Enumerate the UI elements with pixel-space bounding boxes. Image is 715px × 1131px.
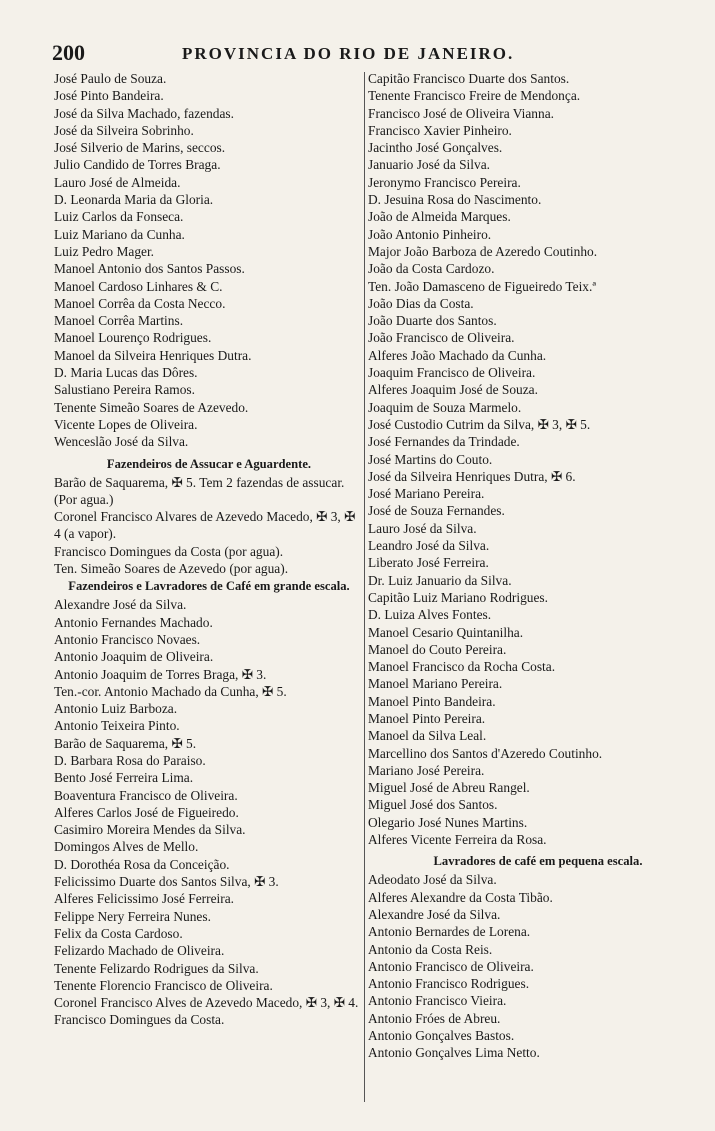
section-title-sugar-planters: Fazendeiros de Assucar e Aguardente. bbox=[106, 456, 312, 471]
list-entry: Luiz Mariano da Cunha. bbox=[54, 226, 185, 242]
list-entry: José da Silva Machado, fazendas. bbox=[54, 105, 234, 121]
list-entry: Leandro José da Silva. bbox=[368, 538, 490, 554]
list-entry: Adeodato José da Silva. bbox=[368, 872, 497, 888]
list-entry: Manoel Corrêa Martins. bbox=[54, 313, 184, 329]
list-entry: Felizardo Machado de Oliveira. bbox=[54, 943, 225, 959]
list-entry: Casimiro Moreira Mendes da Silva. bbox=[54, 822, 246, 838]
section-title-coffee-large: Fazendeiros e Lavradores de Café em grande escala. bbox=[68, 579, 350, 594]
list-entry: Luiz Pedro Mager. bbox=[54, 243, 155, 259]
list-entry: Domingos Alves de Mello. bbox=[54, 839, 199, 855]
list-entry: José Mariano Pereira. bbox=[368, 486, 485, 502]
list-entry: Jeronymo Francisco Pereira. bbox=[368, 174, 521, 190]
list-entry: Felippe Nery Ferreira Nunes. bbox=[54, 908, 211, 924]
list-entry: Barão de Saquarema, ✠ 5. Tem 2 fazendas de assucar. (Por agua.) bbox=[54, 474, 345, 507]
list-entry: José Custodio Cutrim da Silva, ✠ 3, ✠ 5. bbox=[368, 416, 591, 432]
list-entry: Januario José da Silva. bbox=[368, 157, 490, 173]
list-entry: Manoel da Silva Leal. bbox=[368, 728, 487, 744]
list-entry: Barão de Saquarema, ✠ 5. bbox=[54, 735, 197, 751]
list-entry: Major João Barboza de Azeredo Coutinho. bbox=[368, 243, 598, 259]
list-entry: Manoel Corrêa da Costa Necco. bbox=[54, 295, 226, 311]
list-entry: Miguel José dos Santos. bbox=[368, 797, 498, 813]
list-entry: Antonio Francisco Rodrigues. bbox=[368, 976, 530, 992]
list-entry: Manoel do Couto Pereira. bbox=[368, 641, 507, 657]
list-entry: Coronel Francisco Alvares de Azevedo Macedo, ✠ 3, ✠ 4 (a vapor). bbox=[54, 509, 356, 542]
list-entry: Jacintho José Gonçalves. bbox=[368, 140, 503, 156]
list-entry: José de Souza Fernandes. bbox=[368, 503, 505, 519]
left-list-sugar-planters bbox=[54, 474, 364, 578]
list-entry: D. Maria Lucas das Dôres. bbox=[54, 365, 198, 381]
list-entry: Antonio Francisco Vieira. bbox=[368, 993, 507, 1009]
list-entry: Antonio Fróes de Abreu. bbox=[368, 1010, 501, 1026]
list-entry: Alferes Vicente Ferreira da Rosa. bbox=[368, 832, 547, 848]
list-entry: João Dias da Costa. bbox=[368, 295, 474, 311]
list-entry: Ten. João Damasceno de Figueiredo Teix.ª bbox=[368, 278, 597, 294]
list-entry: Tenente Francisco Freire de Mendonça. bbox=[368, 88, 581, 104]
left-column bbox=[54, 70, 364, 1110]
list-entry: Antonio Bernardes de Lorena. bbox=[368, 924, 531, 940]
list-entry: Alferes Alexandre da Costa Tibão. bbox=[368, 889, 553, 905]
list-entry: Alexandre José da Silva. bbox=[54, 597, 187, 613]
list-entry: Tenente Simeão Soares de Azevedo. bbox=[54, 399, 249, 415]
list-entry: Manoel Pinto Bandeira. bbox=[368, 693, 496, 709]
right-list-coffee-large bbox=[368, 70, 708, 848]
left-list-coffee-large bbox=[54, 596, 364, 1028]
list-entry: Boaventura Francisco de Oliveira. bbox=[54, 787, 238, 803]
list-entry: Manoel Francisco da Rocha Costa. bbox=[368, 659, 556, 675]
list-entry: João Antonio Pinheiro. bbox=[368, 226, 492, 242]
list-entry: Antonio Francisco de Oliveira. bbox=[368, 958, 534, 974]
list-entry: Luiz Carlos da Fonseca. bbox=[54, 209, 184, 225]
list-entry: José Pinto Bandeira. bbox=[54, 88, 164, 104]
list-entry: José Martins do Couto. bbox=[368, 451, 493, 467]
list-entry: Antonio Joaquim de Oliveira. bbox=[54, 649, 214, 665]
list-entry: Manoel Mariano Pereira. bbox=[368, 676, 503, 692]
running-title: PROVINCIA DO RIO DE JANEIRO. bbox=[182, 44, 515, 63]
list-entry: Ten. Simeão Soares de Azevedo (por agua). bbox=[54, 561, 289, 577]
list-entry: Antonio Joaquim de Torres Braga, ✠ 3. bbox=[54, 666, 267, 682]
list-entry: Alferes Carlos José de Figueiredo. bbox=[54, 804, 239, 820]
list-entry: Julio Candido de Torres Braga. bbox=[54, 157, 221, 173]
right-column bbox=[368, 70, 708, 1110]
list-entry: Joaquim de Souza Marmelo. bbox=[368, 399, 522, 415]
list-entry: Manoel Antonio dos Santos Passos. bbox=[54, 261, 245, 277]
list-entry: Francisco Domingues da Costa (por agua). bbox=[54, 543, 284, 559]
list-entry: Tenente Florencio Francisco de Oliveira. bbox=[54, 977, 273, 993]
right-list-coffee-small bbox=[368, 871, 708, 1061]
list-entry: João de Almeida Marques. bbox=[368, 209, 511, 225]
list-entry: João Duarte dos Santos. bbox=[368, 313, 497, 329]
list-entry: Liberato José Ferreira. bbox=[368, 555, 489, 571]
list-entry: Salustiano Pereira Ramos. bbox=[54, 382, 195, 398]
list-entry: Ten.-cor. Antonio Machado da Cunha, ✠ 5. bbox=[54, 683, 287, 699]
list-entry: Alferes João Machado da Cunha. bbox=[368, 347, 547, 363]
list-entry: Manoel Lourenço Rodrigues. bbox=[54, 330, 212, 346]
list-entry: João Francisco de Oliveira. bbox=[368, 330, 515, 346]
list-entry: Coronel Francisco Alves de Azevedo Macedo, ✠ 3, ✠ 4. bbox=[54, 995, 359, 1011]
list-entry: José Silverio de Marins, seccos. bbox=[54, 140, 226, 156]
list-entry: Francisco Domingues da Costa. bbox=[54, 1012, 225, 1028]
list-entry: Felicissimo Duarte dos Santos Silva, ✠ 3. bbox=[54, 874, 279, 890]
list-entry: José Fernandes da Trindade. bbox=[368, 434, 520, 450]
list-entry: José Paulo de Souza. bbox=[54, 71, 167, 86]
list-entry: Antonio da Costa Reis. bbox=[368, 941, 493, 957]
list-entry: D. Jesuina Rosa do Nascimento. bbox=[368, 192, 542, 208]
list-entry: José da Silveira Henriques Dutra, ✠ 6. bbox=[368, 468, 576, 484]
list-entry: Mariano José Pereira. bbox=[368, 762, 485, 778]
list-entry: Francisco Xavier Pinheiro. bbox=[368, 122, 512, 138]
list-entry: Antonio Fernandes Machado. bbox=[54, 614, 213, 630]
list-entry: Antonio Gonçalves Bastos. bbox=[368, 1028, 515, 1044]
list-entry: D. Leonarda Maria da Gloria. bbox=[54, 192, 214, 208]
list-entry: Vicente Lopes de Oliveira. bbox=[54, 416, 198, 432]
list-entry: Lauro José de Almeida. bbox=[54, 174, 181, 190]
list-entry: Lauro José da Silva. bbox=[368, 520, 477, 536]
list-entry: Tenente Felizardo Rodrigues da Silva. bbox=[54, 960, 259, 976]
list-entry: Antonio Francisco Novaes. bbox=[54, 631, 201, 647]
list-entry: Antonio Luiz Barboza. bbox=[54, 701, 178, 717]
list-entry: Olegario José Nunes Martins. bbox=[368, 814, 528, 830]
list-entry: Manoel Cesario Quintanilha. bbox=[368, 624, 524, 640]
column-divider bbox=[364, 72, 365, 1102]
list-entry: Joaquim Francisco de Oliveira. bbox=[368, 365, 536, 381]
list-entry: Capitão Luiz Mariano Rodrigues. bbox=[368, 589, 548, 605]
list-entry: D. Barbara Rosa do Paraiso. bbox=[54, 752, 206, 768]
list-entry: Manoel Pinto Pereira. bbox=[368, 710, 486, 726]
list-entry: José da Silveira Sobrinho. bbox=[54, 122, 194, 138]
list-entry: Capitão Francisco Duarte dos Santos. bbox=[368, 71, 570, 86]
list-entry: Alferes Felicissimo José Ferreira. bbox=[54, 891, 234, 907]
list-entry: Miguel José de Abreu Rangel. bbox=[368, 780, 530, 796]
list-entry: Dr. Luiz Januario da Silva. bbox=[368, 572, 512, 588]
list-entry: Manoel Cardoso Linhares & C. bbox=[54, 278, 223, 294]
page-header bbox=[52, 40, 692, 66]
left-list-merchants bbox=[54, 70, 364, 451]
list-entry: Antonio Teixeira Pinto. bbox=[54, 718, 180, 734]
list-entry: Wenceslão José da Silva. bbox=[54, 434, 189, 450]
list-entry: Bento José Ferreira Lima. bbox=[54, 770, 194, 786]
list-entry: Manoel da Silveira Henriques Dutra. bbox=[54, 347, 252, 363]
list-entry: Alexandre José da Silva. bbox=[368, 906, 501, 922]
section-title-coffee-small: Lavradores de café em pequena escala. bbox=[433, 854, 643, 869]
list-entry: Felix da Costa Cardoso. bbox=[54, 925, 183, 941]
list-entry: Francisco José de Oliveira Vianna. bbox=[368, 105, 554, 121]
list-entry: D. Luiza Alves Fontes. bbox=[368, 607, 492, 623]
list-entry: Alferes Joaquim José de Souza. bbox=[368, 382, 538, 398]
list-entry: Antonio Gonçalves Lima Netto. bbox=[368, 1045, 540, 1061]
list-entry: Marcellino dos Santos d'Azeredo Coutinho. bbox=[368, 745, 603, 761]
list-entry: João da Costa Cardozo. bbox=[368, 261, 495, 277]
page-number: 200 bbox=[52, 40, 85, 65]
list-entry: D. Dorothéa Rosa da Conceição. bbox=[54, 856, 230, 872]
